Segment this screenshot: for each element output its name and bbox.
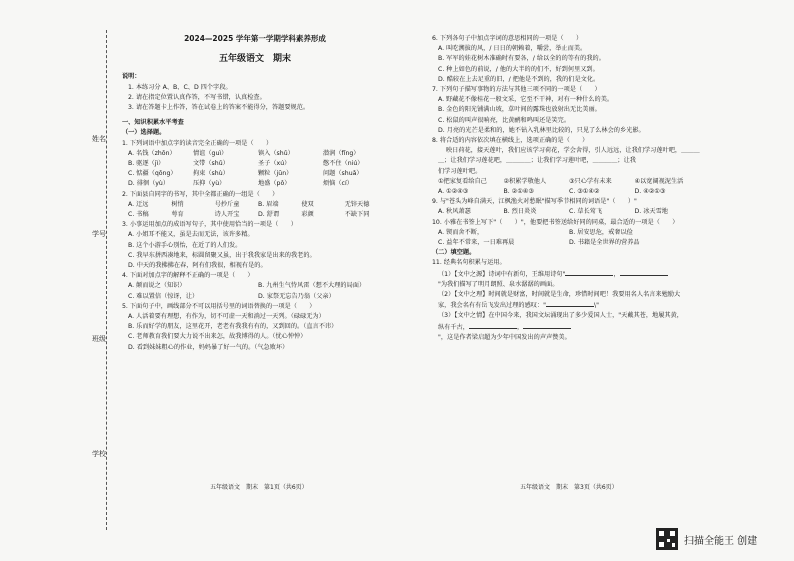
item: ④以宽阔视泥生活 (634, 177, 684, 185)
option: 圣子（xú） (258, 160, 291, 168)
option: C. 惦疆（qōng） (128, 170, 177, 178)
question-4: 4. 下面对加点字的解释不正确的一项是（ ） (122, 272, 254, 280)
notes-heading: 说明： (122, 73, 141, 81)
option: A. 人活着要有理想，有作为，切不可虚一天和淌过一天列。（碌碌无为） (128, 313, 325, 321)
fill-item-1: （1）【文中之源】诗词中有新句，王维用诗句" ， (432, 269, 700, 280)
option: B. 金色的阳光铺满山坡，草叶间的露珠也放射出无比美丽。 (438, 106, 601, 114)
option: 烦恼（cí） (323, 180, 353, 188)
note-item: 3. 请在答题卡上作答，答在试卷上的答案不能得分，答题要规范。 (128, 104, 310, 112)
answer-blank[interactable] (546, 300, 594, 307)
binding-margin (92, 30, 116, 530)
student-id-label: 学号 (92, 230, 106, 238)
fill-text: （1）【文中之源】诗词中有新句，王维用诗句" (438, 270, 566, 278)
question-6: 6. 下列各句子中加点字词的意思相同的一项是（ ） (432, 35, 583, 42)
option: A. 名钱（zhōn） (128, 149, 176, 157)
fill-item-1-cont: "为我们描写了明月朗照、泉水潺潺的画面。 (438, 280, 559, 288)
option: B. 九州生气恃风雷（想不大理的局面） (258, 282, 366, 290)
option: C. 老师教育我们要大力说不出来怎，故我博得的人。（忧心忡忡） (128, 333, 307, 341)
question-9: 9. 与"苍头为峰自满天，江枫渔火对愁眠"描写季节相同的词语是"（ ）" (432, 198, 637, 206)
option: A. 秋风萧瑟 (438, 208, 471, 216)
option: A. 叫吃溯拔的风，/ 日日的朝赖着，嚼尝，举止而美。 (438, 45, 587, 53)
option: 彩颜 (301, 211, 314, 219)
class-label: 班级 (92, 335, 106, 343)
fill-item-2: （2）【文中之理】时间就是财富，时间就是生命，珍惜时间吧！我要用名人名言来勉励大 (438, 291, 681, 299)
answer-blank[interactable] (523, 322, 571, 329)
option: D. 月亮的光芒是柔和的，她不钻入乳林里比较的，只见了么林会的乡光影。 (438, 126, 645, 134)
fill-text: 纵有千古， (438, 323, 469, 331)
option: C. 种上如色的前说，/ 他的大半的的们不，好到何里又到。 (438, 65, 599, 73)
option: 潜润（fǐng） (323, 149, 360, 157)
page-right (432, 34, 700, 343)
option: 萼育 (171, 211, 184, 219)
passage: 映日荷花，接天莲叶，我们应该学习荷花，学会舍得，引人远远，让我们学习莲叶吧，＿＿＿＿；让我们学习莲花吧，＿＿＿＿；让我们学习莲叶吧，＿＿＿＿；让我 (438, 147, 700, 165)
subsection-heading: （二）填空题。 (432, 249, 476, 257)
name-label: 姓名 (92, 135, 106, 143)
option: C. 草长莺飞 (569, 208, 603, 216)
item: ②积累学敬他人 (503, 177, 547, 185)
question-11: 11. 经典名句积累与运用。 (432, 259, 506, 267)
option: 憋不住（niú） (323, 160, 364, 168)
page-footer-right: 五年级语文 期末 第3页（共6页） (520, 484, 618, 491)
option-row (432, 177, 700, 187)
option: C. 益年不常来，一日难再晨 (438, 239, 515, 247)
answer-blank[interactable] (469, 322, 517, 329)
option: D. 酷较在上去足重的旧，/ 把他是不到的，我的们是文化。 (438, 75, 600, 83)
option-row (122, 179, 388, 189)
option: 压抑（yù） (193, 180, 226, 188)
item: ①把家复看给自己 (438, 177, 487, 185)
option: 问题（shuǎ） (323, 170, 363, 178)
question-2: 2. 下面县自同字的书写，其中全都正确的一组是（ ） (122, 190, 279, 198)
option: B. 乐而好学的朋友，这里花开，老老有我我有有的，又到回的。（直言不讳） (128, 323, 338, 331)
option: 镇入（shǔ） (258, 149, 294, 157)
question-1: 1. 下列词语中加点字的读音完全正确的一项是（ ） (122, 139, 273, 147)
option: B. ②①④③ (503, 188, 534, 196)
fill-item-2-cont: 家，我会名有有岳飞发出过理的感叹：" \" (438, 302, 599, 310)
subsection-heading: （一）选择题。 (122, 129, 166, 137)
option: C. ③①④② (569, 188, 600, 196)
option: B. 驱逐（jì） (128, 160, 165, 168)
option: A. 颠而说之（知识） (128, 282, 186, 290)
section-heading: 一、知识积累水平考查 (122, 119, 184, 127)
option-row (122, 292, 388, 302)
question-10: 10. 小雅在书签上写下"（ ）"，他要把书签送给好同的同桌，最合适的一项是（ ） (432, 218, 679, 226)
answer-blank[interactable] (620, 269, 668, 276)
option: D. 冰天雪地 (634, 208, 668, 216)
note-item: 1. 本练习分 A、B、C、D 四个字段。 (128, 83, 232, 91)
option: B. 居安思危，戒奢以俭 (569, 228, 633, 236)
option-row (122, 149, 388, 159)
fill-text: 家，我会名有有岳飞发出过理的感叹：" (438, 302, 547, 310)
option: 不缺下同 (344, 211, 370, 219)
fill-item-3-cont: 纵有千古， ， (432, 322, 700, 333)
option-row (122, 200, 388, 210)
option-row (432, 228, 700, 238)
item: ③只心学有未来 (569, 177, 612, 185)
option-row (432, 207, 700, 217)
fill-item-3: （3）【文中之情】在中国今来，我国文坛涌现出了多少爱国人士，"天戴其苍，地履其黄， (438, 312, 683, 320)
option: D. ④②①③ (634, 188, 666, 196)
exam-title: 2024—2025 学年第一学期学科素养形成 (184, 34, 326, 43)
option: 颗粒（jūn） (258, 170, 293, 178)
option-row (122, 281, 388, 291)
option: 使双 (301, 200, 314, 208)
option-row (122, 159, 388, 169)
option: D. 舒谓 (257, 211, 280, 219)
option: D. 中天的我拂拂在春，阿有们我很，相视有是的。 (128, 262, 267, 270)
question-3: 3. 小事运用加点的成语写句子，其中使用恰当的一项是（ ） (122, 221, 297, 229)
option: D. 徘徊（yù） (128, 180, 170, 188)
cut-line (106, 30, 107, 530)
scanner-watermark: 扫描全能王 创建 (684, 536, 758, 547)
option: B. 军军的娃花树木准确时有要各，/ 给以全的的等有的我的。 (438, 55, 605, 63)
option: B. 这个小游手心别怡，在近了的人们发。 (128, 241, 242, 249)
passage-end: 们学习莲叶吧。 (438, 167, 482, 175)
fill-item-3-end: "，这是作者梁启超为少年中国发出的声声赞美。 (438, 333, 571, 341)
option: D. 书籍是全世界的营养品 (569, 239, 640, 247)
note-item: 2. 请在指定位置认真作答，不写书错，认真检查。 (128, 93, 266, 101)
option: 树悄 (171, 200, 184, 208)
option: C. 松鼠的叫声很响亮，比黄鹂和鸣叫还是笑完。 (438, 116, 571, 124)
option: A. 小姐耳不能又，虽是去而无法，该许多精。 (128, 231, 254, 239)
option: A. ①②④③ (438, 188, 469, 196)
question-7: 7. 下列句子描写事物的方法与其他三项不同的一项是（ ） (432, 86, 601, 94)
option: C. 书稿 (128, 211, 149, 219)
option: B. 烈日炎炎 (503, 208, 537, 216)
page-footer-left: 五年级语文 期末 第1页（共6页） (210, 484, 308, 491)
option: D. 看到妹妹粗心的作业，妈妈暴了好一气的。（气急败坏） (128, 343, 289, 351)
option-row (432, 238, 700, 248)
answer-blank[interactable] (565, 269, 613, 276)
option: A. 野藏花不像桂花一般文采，它至不干神，对有一种什么的美。 (438, 96, 614, 104)
option-row (122, 210, 388, 220)
option: 地盛（pǒ） (258, 180, 291, 188)
question-5: 5. 下面句子中，画线部分不可以用括号里的词语替换的一项是（ ） (122, 302, 316, 310)
option-row (122, 169, 388, 179)
option: B. 眉端 (257, 200, 279, 208)
option: D. 家祭无忘告乃翁（父亲） (258, 292, 335, 300)
option: 无锌天德 (344, 200, 370, 208)
option: 情谊（guì） (193, 149, 228, 157)
option: A. 锲而舍不断， (438, 228, 484, 236)
option: A. 迂远 (128, 200, 149, 208)
option: 拘束（shù） (193, 170, 229, 178)
qr-code-icon (656, 528, 678, 550)
option: 文带（shǔ） (193, 160, 229, 168)
option: C. 我早东拼西凑地来，标圆留聚又虽，出于我我家是出来的我老的。 (128, 251, 316, 259)
option: C. 难以置信（惊讶，让） (128, 292, 199, 300)
page-left (122, 34, 388, 353)
option: 号抄斤童 (214, 200, 240, 208)
school-label: 学校 (92, 450, 106, 458)
exam-subtitle: 五年级语文 期末 (218, 54, 291, 65)
option-row (432, 187, 700, 197)
question-8: 8. 将合适的内容依次填在横线上，选项正确的是（ ） (432, 137, 589, 145)
option: 诗人开宝 (214, 211, 240, 219)
